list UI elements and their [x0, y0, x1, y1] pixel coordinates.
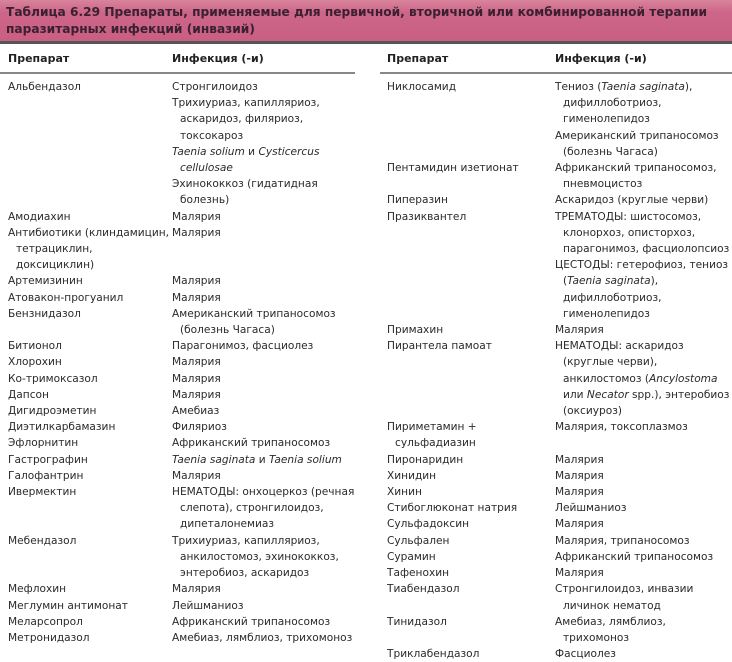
- infection-text: Американский трипаносомоз (болезнь Чагаса): [555, 129, 719, 158]
- infection-text: Малярия: [172, 210, 221, 223]
- infection-entry: [172, 306, 364, 338]
- infection-entry: [172, 598, 364, 614]
- infection-entry: [172, 209, 364, 225]
- drug-name: Антибиотики (клиндамицин, тетрациклин, доксициклин): [8, 226, 170, 272]
- drug-name: Ко-тримоксазол: [8, 372, 98, 385]
- infection-cell: [555, 565, 732, 581]
- latin-name: Taenia solium: [269, 453, 342, 466]
- infection-cell: [555, 338, 732, 419]
- infection-header: Инфекция (-и): [172, 52, 264, 65]
- infection-cell: [555, 468, 732, 484]
- infection-cell: [555, 549, 732, 565]
- infection-text: Американский трипаносомоз (болезнь Чагаса): [172, 307, 336, 337]
- infection-cell: [555, 581, 732, 613]
- table-row: [387, 452, 732, 468]
- infection-text: Амебиаз: [172, 405, 220, 418]
- table-row: [8, 225, 364, 274]
- drug-name: Мебендазол: [8, 534, 77, 547]
- infection-entry: [555, 516, 732, 532]
- table-row: [387, 581, 732, 613]
- infection-text: Малярия: [172, 356, 221, 369]
- drug-header: Препарат: [387, 52, 449, 65]
- table-row: [8, 354, 364, 370]
- table-row: [8, 79, 364, 209]
- infection-text: Африканский трипаносомоз, пневмоцистоз: [555, 162, 717, 191]
- drug-name: Эфлорнитин: [8, 437, 79, 450]
- drug-name: Тафенохин: [387, 567, 450, 580]
- table-row: [8, 419, 364, 435]
- drug-name: Пентамидин изетионат: [387, 162, 519, 175]
- infection-text: Парагонимоз, фасциолез: [172, 340, 314, 353]
- table-row: [8, 209, 364, 225]
- infection-entry: [555, 646, 732, 662]
- infection-text: Стронгилоидоз, инвазии личинок нематод: [555, 583, 694, 612]
- drug-name: Альбендазол: [8, 81, 81, 93]
- infection-text: Малярия: [555, 567, 604, 580]
- infection-entry: [555, 484, 732, 500]
- infection-cell: [555, 322, 732, 338]
- infection-cell: [172, 290, 364, 306]
- drug-name: Пириметамин + сульфадиазин: [387, 421, 477, 450]
- infection-text: Эхинококкоз (гидатидная болезнь): [172, 178, 318, 207]
- infection-entry: [172, 225, 364, 241]
- table-row: [8, 306, 364, 338]
- infection-entry: [555, 581, 732, 613]
- infection-entry: [172, 144, 364, 176]
- drug-name: Диэтилкарбамазин: [8, 421, 116, 434]
- drug-name: Гастрографин: [8, 453, 88, 466]
- infection-text: НЕМАТОДЫ: онхоцеркоз (речная слепота), стронгилоидоз, дипеталонемиаз: [172, 486, 355, 531]
- right-table: [387, 79, 732, 662]
- drug-name: Дапсон: [8, 388, 49, 401]
- infection-entry: [172, 273, 364, 289]
- infection-text: Малярия: [555, 453, 604, 466]
- infection-text: Малярия: [555, 469, 604, 482]
- infection-text: Тениоз (: [555, 81, 602, 93]
- infection-entry: [555, 257, 732, 322]
- left-table: [8, 79, 364, 646]
- drug-name: Тинидазол: [387, 615, 447, 628]
- infection-entry: [555, 209, 732, 258]
- infection-text: ), дифиллоботриоз, гименолепидоз: [563, 81, 693, 126]
- table-row: [8, 435, 364, 451]
- infection-text: Лейшманиоз: [555, 502, 627, 515]
- latin-name: Taenia saginata: [601, 81, 685, 93]
- table-row: [387, 338, 732, 419]
- table-row: [8, 598, 364, 614]
- drug-name: Пирантела памоат: [387, 340, 492, 353]
- table-row: [387, 160, 732, 192]
- infection-cell: [172, 581, 364, 597]
- infection-entry: [555, 614, 732, 646]
- infection-text: и: [255, 453, 270, 466]
- table-row: [387, 516, 732, 532]
- infection-text: Фасциолез: [555, 648, 616, 661]
- infection-text: Стронгилоидоз: [172, 81, 258, 93]
- drug-name: Артемизинин: [8, 275, 83, 288]
- infection-text: Африканский трипаносомоз: [172, 615, 331, 628]
- infection-cell: [172, 614, 364, 630]
- left-column-header: [0, 50, 355, 74]
- table-row: [387, 646, 732, 662]
- infection-cell: [172, 419, 364, 435]
- infection-entry: [172, 371, 364, 387]
- drug-name: Сурамин: [387, 550, 436, 563]
- infection-text: и: [244, 145, 259, 158]
- infection-text: Лейшманиоз: [172, 599, 244, 612]
- infection-entry: [555, 419, 732, 435]
- table-row: [387, 549, 732, 565]
- infection-entry: [555, 452, 732, 468]
- infection-entry: [555, 533, 732, 549]
- table-row: [387, 565, 732, 581]
- table-row: [387, 614, 732, 646]
- infection-text: Малярия: [172, 583, 221, 596]
- infection-cell: [172, 338, 364, 354]
- drug-name: Дигидроэметин: [8, 405, 97, 418]
- infection-cell: [555, 452, 732, 468]
- infection-cell: [172, 354, 364, 370]
- infection-cell: [555, 500, 732, 516]
- table-row: [8, 290, 364, 306]
- table-title: Таблица 6.29 Препараты, применяемые для первичной, вторичной или комбинированной терапии паразитарных инфекций (инвазий): [0, 0, 732, 44]
- drug-name: Хинин: [387, 486, 422, 499]
- infection-entry: [555, 322, 732, 338]
- infection-cell: [172, 273, 364, 289]
- infection-cell: [555, 516, 732, 532]
- infection-text: или: [563, 388, 587, 401]
- infection-entry: [555, 468, 732, 484]
- infection-text: Малярия, токсоплазмоз: [555, 421, 688, 434]
- infection-text: Малярия: [172, 388, 221, 401]
- infection-text: Аскаридоз (круглые черви): [555, 194, 709, 207]
- infection-cell: [172, 371, 364, 387]
- infection-text: Малярия: [172, 469, 221, 482]
- infection-header: Инфекция (-и): [555, 52, 647, 65]
- infection-cell: [172, 598, 364, 614]
- infection-text: spp.), энтеробиоз (оксиуроз): [563, 388, 730, 418]
- infection-entry: [555, 565, 732, 581]
- drug-name: Хинидин: [387, 469, 437, 482]
- infection-cell: [555, 419, 732, 451]
- infection-text: Малярия, трипаносомоз: [555, 534, 690, 547]
- latin-name: Taenia solium: [172, 145, 245, 158]
- infection-cell: [172, 533, 364, 582]
- table-row: [387, 79, 732, 160]
- infection-entry: [172, 403, 364, 419]
- infection-cell: [172, 435, 364, 451]
- table-row: [387, 533, 732, 549]
- infection-text: ТРЕМАТОДЫ: шистосомоз, клонорхоз, описторхоз, парагонимоз, фасциолопсиоз: [555, 210, 730, 256]
- infection-text: Трихиуриаз, капилляриоз, анкилостомоз, эхинококкоз, энтеробиоз, аскаридоз: [172, 534, 339, 580]
- table-row: [8, 387, 364, 403]
- infection-entry: [172, 452, 364, 468]
- table-row: [387, 209, 732, 322]
- table-row: [387, 192, 732, 208]
- drug-name: Празиквантел: [387, 210, 467, 223]
- infection-text: Малярия: [172, 275, 221, 288]
- table-row: [8, 581, 364, 597]
- table-row: [8, 614, 364, 630]
- drug-name: Хлорохин: [8, 356, 62, 369]
- infection-entry: [172, 614, 364, 630]
- right-column-header: [380, 50, 732, 74]
- drug-name: Амодиахин: [8, 210, 71, 223]
- infection-text: Филяриоз: [172, 421, 227, 434]
- drug-name: Триклабендазол: [387, 648, 480, 661]
- drug-name: Никлосамид: [387, 81, 457, 93]
- infection-text: Малярия: [172, 372, 221, 385]
- table-row: [8, 630, 364, 646]
- table-row: [8, 533, 364, 582]
- infection-cell: [555, 160, 732, 192]
- drug-name: Пиперазин: [387, 194, 448, 207]
- latin-name: Taenia saginata: [567, 275, 651, 288]
- infection-entry: [172, 290, 364, 306]
- infection-entry: [172, 79, 364, 95]
- infection-entry: [172, 468, 364, 484]
- table-row: [387, 484, 732, 500]
- infection-entry: [555, 79, 732, 128]
- table-row: [8, 403, 364, 419]
- drug-header: Препарат: [8, 52, 70, 65]
- infection-cell: [172, 484, 364, 533]
- infection-cell: [172, 306, 364, 338]
- infection-entry: [555, 549, 732, 565]
- drug-name: Меларсопрол: [8, 615, 83, 628]
- infection-entry: [172, 533, 364, 582]
- infection-cell: [555, 646, 732, 662]
- infection-text: Африканский трипаносомоз: [172, 437, 331, 450]
- table-row: [387, 322, 732, 338]
- drug-name: Битионол: [8, 340, 62, 353]
- infection-cell: [172, 225, 364, 274]
- infection-entry: [555, 128, 732, 160]
- infection-entry: [172, 338, 364, 354]
- drug-name: Ивермектин: [8, 486, 77, 499]
- drug-name: Галофантрин: [8, 469, 84, 482]
- drug-name: Сульфадоксин: [387, 518, 470, 531]
- table-row: [387, 419, 732, 451]
- infection-text: ), дифиллоботриоз, гименолепидоз: [563, 275, 662, 320]
- infection-cell: [555, 484, 732, 500]
- infection-entry: [172, 354, 364, 370]
- infection-entry: [172, 95, 364, 144]
- infection-cell: [172, 403, 364, 419]
- infection-entry: [555, 192, 732, 208]
- infection-cell: [555, 614, 732, 646]
- infection-text: Малярия: [555, 518, 604, 531]
- table-row: [387, 468, 732, 484]
- drug-name: Тиабендазол: [387, 583, 460, 596]
- latin-name: Cysticercus cellulosae: [180, 145, 320, 175]
- table-row: [8, 273, 364, 289]
- drug-name: Мефлохин: [8, 583, 67, 596]
- drug-name: Сульфален: [387, 534, 450, 547]
- infection-text: Амебиаз, лямблиоз, трихомоноз: [555, 615, 666, 644]
- infection-entry: [555, 338, 732, 419]
- drug-name: Меглумин антимонат: [8, 599, 128, 612]
- infection-cell: [555, 79, 732, 160]
- infection-cell: [172, 468, 364, 484]
- drug-name: Атовакон-прогуанил: [8, 291, 124, 304]
- table-row: [387, 500, 732, 516]
- infection-cell: [172, 387, 364, 403]
- table-row: [8, 468, 364, 484]
- infection-entry: [172, 484, 364, 533]
- latin-name: Ancylostoma: [649, 372, 718, 385]
- infection-cell: [555, 533, 732, 549]
- infection-cell: [172, 209, 364, 225]
- infection-text: Трихиуриаз, капилляриоз, аскаридоз, филяриоз, токсокароз: [172, 97, 320, 142]
- infection-entry: [555, 160, 732, 192]
- infection-cell: [172, 452, 364, 468]
- infection-text: Амебиаз, лямблиоз, трихомоноз: [172, 631, 353, 644]
- infection-text: Малярия: [172, 291, 221, 304]
- drug-name: Примахин: [387, 324, 444, 337]
- infection-cell: [555, 192, 732, 208]
- infection-text: ЦЕСТОДЫ: гетерофиоз, тениоз (: [555, 259, 729, 288]
- infection-entry: [172, 581, 364, 597]
- infection-cell: [555, 209, 732, 322]
- infection-text: Африканский трипаносомоз: [555, 550, 714, 563]
- latin-name: Necator: [586, 388, 629, 401]
- infection-text: Малярия: [555, 324, 604, 337]
- infection-entry: [555, 500, 732, 516]
- infection-cell: [172, 630, 364, 646]
- infection-cell: [172, 79, 364, 209]
- infection-entry: [172, 419, 364, 435]
- table-row: [8, 371, 364, 387]
- infection-entry: [172, 630, 364, 646]
- infection-text: Малярия: [172, 226, 221, 239]
- infection-entry: [172, 435, 364, 451]
- drug-name: Бензнидазол: [8, 307, 81, 320]
- table-row: [8, 484, 364, 533]
- infection-entry: [172, 176, 364, 208]
- infection-text: НЕМАТОДЫ: аскаридоз (круглые черви), анкилостомоз (: [555, 340, 684, 385]
- table-row: [8, 338, 364, 354]
- drug-name: Метронидазол: [8, 631, 90, 644]
- table-row: [8, 452, 364, 468]
- infection-entry: [172, 387, 364, 403]
- latin-name: Taenia saginata: [172, 453, 256, 466]
- drug-name: Стибоглюконат натрия: [387, 502, 518, 515]
- drug-name: Пиронаридин: [387, 453, 464, 466]
- infection-text: Малярия: [555, 486, 604, 499]
